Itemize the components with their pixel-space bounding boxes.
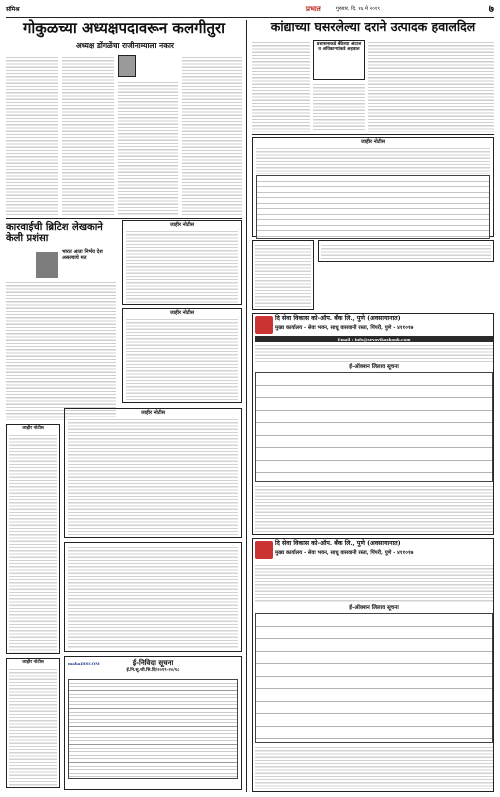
bank-logo-icon (255, 316, 273, 334)
tender-ref: ई.नि.सू.जी.सि.वि/२०१९-२०/१८ (126, 667, 180, 673)
bank-ad-2-info (255, 563, 493, 603)
left-divider-1 (6, 218, 242, 219)
jahir-notice-table (256, 175, 490, 239)
tender-logo: mahaDISCOM (68, 661, 100, 666)
right-divider-1 (252, 134, 494, 135)
bank-ad-1-info (255, 343, 493, 363)
page-number: ७ (488, 4, 494, 15)
jahir-notice-left-lower (6, 424, 60, 654)
jahir-notice-right-small (252, 240, 314, 310)
bank-logo-icon-2 (255, 541, 273, 559)
jahir-notice-left-lower-2 (6, 658, 60, 788)
bank-ad-1-name: दि सेवा विकास को-ऑप. बँक लि., पुणे (अवसायानात) (275, 315, 401, 322)
british-body (6, 280, 116, 420)
right-sidebar-text: प्रशासनाकडे बँकेच्या अंदाज व अधिकाऱ्यांकडे अहवाल (316, 42, 362, 52)
jahir-notice-list-2 (64, 542, 242, 652)
left-main-headline: गोकुळच्या अध्यक्षपदावरून कलगीतुरा (22, 19, 226, 37)
bank-ad-1 (252, 313, 494, 535)
bank-ad-1-email: Email : info@sevavikasbank.com (255, 336, 493, 342)
left-story-photo (118, 55, 136, 77)
paper-logo: प्रभात (306, 4, 321, 13)
tender-title: ई-निविदा सूचना (132, 658, 174, 667)
jahir-notice-right (252, 137, 494, 237)
jahir-notice-center (122, 220, 242, 305)
right-story-col-2 (313, 82, 365, 132)
tender-notice (64, 656, 242, 790)
left-story-col-3 (118, 80, 178, 215)
bank-ad-2-name: दि सेवा विकास को-ऑप. बँक लि., पुणे (अवसायानात) (275, 540, 401, 547)
masthead-rule (6, 17, 494, 18)
section-label: संमिश्र (6, 6, 20, 13)
jahir-notice-title-5: जाहीर नोटीस (140, 410, 165, 416)
bank-ad-1-footer (255, 484, 493, 532)
masthead (6, 4, 494, 16)
left-story-col-1 (6, 55, 58, 215)
bank-ad-2-notice-title: ई-ऑक्शन लिलाव सूचना (349, 605, 399, 611)
british-subhead: भारत आता निर्भय देश असल्याचे मत (62, 249, 103, 261)
bank-ad-1-address: मुख्य कार्यालय - सेवा भवन, साधू वासवानी रस्ता, पिंपरी, पुणे - ४११०१७ (275, 325, 414, 331)
jahir-notice-right-small-2 (318, 240, 494, 262)
left-story-col-2 (62, 55, 114, 215)
jahir-notice-title-6: जाहीर नोटीस (360, 139, 385, 145)
jahir-notice-center-2 (122, 308, 242, 403)
right-story-col-3 (368, 40, 494, 132)
left-main-subhead: अध्यक्ष डोंगळेंचा राजीनाम्याला नकार (75, 41, 174, 50)
page-center-divider (246, 20, 247, 792)
jahir-notice-title-4: जाहीर नोटीस (22, 660, 44, 665)
jahir-notice-title-2: जाहीर नोटीस (169, 310, 194, 316)
left-story-col-4 (182, 55, 242, 215)
british-headline: कारवाईची ब्रिटिश लेखकाने केली प्रशंसा (6, 222, 103, 244)
bank-ad-2 (252, 538, 494, 792)
right-story-col-1 (252, 40, 310, 132)
bank-ad-1-notice-title: ई-ऑक्शन लिलाव सूचना (349, 364, 399, 370)
bank-ad-1-table (255, 372, 493, 482)
jahir-notice-title-3: जाहीर नोटीस (22, 426, 44, 431)
issue-date: गुरुवार, दि. १६ मे २०१९ (336, 6, 381, 12)
tender-table (68, 679, 238, 779)
right-main-headline: कांद्याच्या घसरलेल्या दराने उत्पादक हवालदिल (270, 19, 476, 34)
jahir-notice-list (64, 408, 242, 538)
right-story-sidebar (313, 40, 365, 80)
british-photo (36, 252, 58, 278)
bank-ad-2-footer (255, 745, 493, 789)
jahir-notice-title: जाहीर नोटीस (169, 222, 194, 228)
bank-ad-2-address: मुख्य कार्यालय - सेवा भवन, साधू वासवानी रस्ता, पिंपरी, पुणे - ४११०१७ (275, 550, 414, 556)
bank-ad-2-table (255, 613, 493, 743)
